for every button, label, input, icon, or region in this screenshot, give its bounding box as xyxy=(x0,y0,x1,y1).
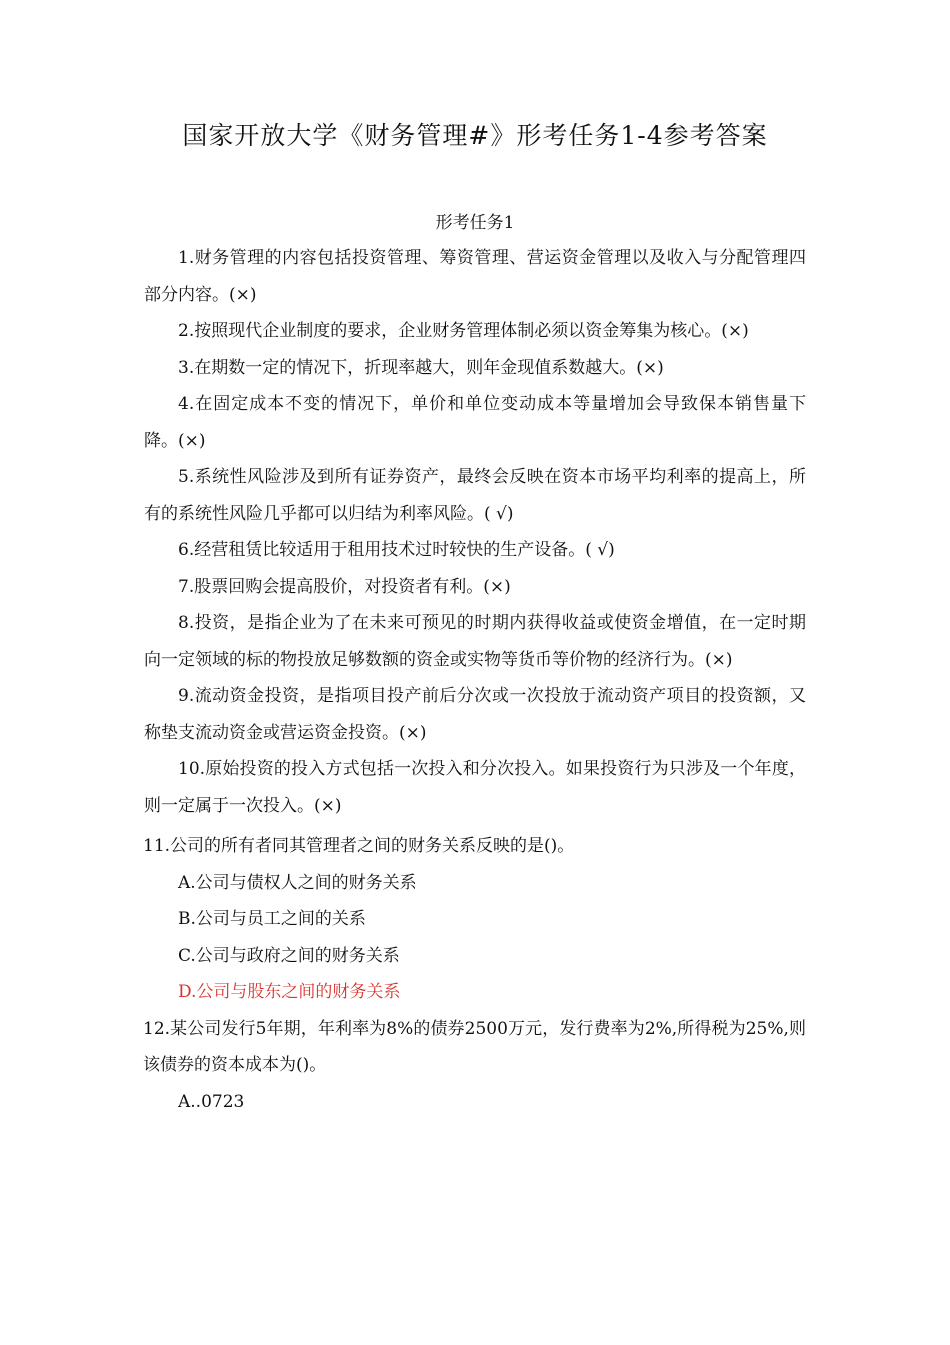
true-false-item-4: 4.在固定成本不变的情况下，单价和单位变动成本等量增加会导致保本销售量下降。(×) xyxy=(144,394,806,451)
question-11-option-b: B.公司与员工之间的关系 xyxy=(178,909,366,929)
section-title: 形考任务1 xyxy=(435,213,515,233)
true-false-item-1: 1.财务管理的内容包括投资管理、筹资管理、营运资金管理以及收入与分配管理四部分内容。(×) xyxy=(144,248,806,305)
document-body xyxy=(144,240,806,1120)
true-false-item-9: 9.流动资金投资，是指项目投产前后分次或一次投放于流动资产项目的投资额，又称垫支流动资金或营运资金投资。(×) xyxy=(144,686,806,743)
question-11: 11.公司的所有者同其管理者之间的财务关系反映的是()。 xyxy=(143,836,575,856)
question-12-option-a: A..0723 xyxy=(178,1091,245,1112)
true-false-item-10: 10.原始投资的投入方式包括一次投入和分次投入。如果投资行为只涉及一个年度，则一定属于一次投入。(×) xyxy=(144,759,806,816)
true-false-item-6: 6.经营租赁比较适用于租用技术过时较快的生产设备。( √) xyxy=(178,540,615,560)
true-false-item-2: 2.按照现代企业制度的要求，企业财务管理体制必须以资金筹集为核心。(×) xyxy=(178,321,749,341)
document-title: 国家开放大学《财务管理#》形考任务1-4参考答案 xyxy=(182,121,768,150)
question-11-option-c: C.公司与政府之间的财务关系 xyxy=(178,945,400,966)
true-false-item-3: 3.在期数一定的情况下，折现率越大，则年金现值系数越大。(×) xyxy=(178,357,664,378)
true-false-item-7: 7.股票回购会提高股价，对投资者有利。(×) xyxy=(178,576,511,597)
question-12: 12.某公司发行5年期，年利率为8%的债券2500万元，发行费率为2%,所得税为25%,则该债券的资本成本为()。 xyxy=(143,1018,806,1075)
question-11-option-a: A.公司与债权人之间的财务关系 xyxy=(178,872,417,893)
true-false-item-5: 5.系统性风险涉及到所有证券资产，最终会反映在资本市场平均利率的提高上，所有的系统性风险几乎都可以归结为利率风险。( √) xyxy=(144,467,806,524)
true-false-item-8: 8.投资，是指企业为了在未来可预见的时期内获得收益或使资金增值，在一定时期向一定领域的标的物投放足够数额的资金或实物等货币等价物的经济行为。(×) xyxy=(144,613,806,670)
question-11-option-d-correct-answer: D.公司与股东之间的财务关系 xyxy=(178,982,401,1002)
